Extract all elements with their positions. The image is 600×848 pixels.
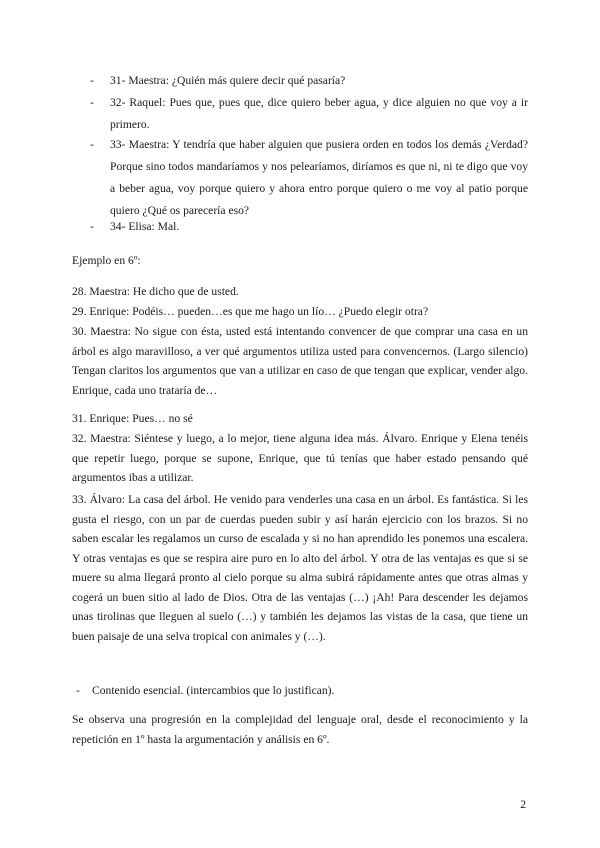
bullet-dash: - (76, 684, 80, 697)
bullet-dash: - (90, 138, 94, 151)
dialogue-text: 33- Maestra: Y tendría que haber alguien que pusiera orden en todos los demás ¿Verdad? Porque sino todos mandaríamos y nos pelearíamos, diríamos es que ni, ni te digo que voy a beber agua, voy porque quiero y ahora entro porque quiero o me voy al patio porque quiero ¿Qué os parecería eso? (110, 138, 528, 217)
page-number: 2 (520, 798, 526, 811)
example-line: 32. Maestra: Siéntese y luego, a lo mejor, tiene alguna idea más. Álvaro. Enrique y Elena tenéis que repetir luego, porque se supone, Enrique, que tú tenías que haber estado pensando qué argumentos ibas a utilizar. (72, 432, 528, 484)
dialogue-text: 31- Maestra: ¿Quién más quiere decir qué pasaría? (110, 74, 346, 87)
essential-content-text: Contenido esencial. (intercambios que lo justifican). (92, 684, 335, 697)
example-line: 29. Enrique: Podéis… pueden…es que me hago un lío… ¿Puedo elegir otra? (72, 305, 429, 318)
conclusion-paragraph: Se observa una progresión en la complejidad del lenguaje oral, desde el reconocimiento y la repetición en 1º hasta la argumentación y análisis en 6º. (72, 713, 528, 746)
dialogue-line (90, 92, 528, 136)
dialogue-text: 34- Elisa: Mal. (110, 220, 180, 233)
example-line: 28. Maestra: He dicho que de usted. (72, 285, 239, 298)
example-line: 30. Maestra: No sigue con ésta, usted está intentando convencer de que comprar una casa en un árbol es algo maravilloso, a ver qué argumentos utiliza usted para convencernos. (Largo silencio) Tengan claritos los argumentos que van a utilizar en caso de que tengan que explicar, vender algo. Enrique, cada uno trataría de… (72, 325, 528, 397)
example-line: 31. Enrique: Pues… no sé (72, 412, 193, 425)
bullet-dash: - (90, 74, 94, 87)
example-line: 33. Álvaro: La casa del árbol. He venido para venderles una casa en un árbol. Es fantástica. Si les gusta el riesgo, con un par de cuerdas pueden subir y así harán ejercicio con los brazos. Si no saben escalar les regalamos un curso de escalada y si no han aprendido les ponemos una escalera. Y otras ventajas es que se respira aire puro en lo alto del árbol. Y otra de las ventajas es que si se muere su alma llegará pronto al cielo porque su alma subirá rápidamente antes que otras almas y cogerá un buen sitio al lado de Dios. Otra de las ventajas (…) ¡Ah! Para descender les dejamos unas tirolinas que lleguen al suelo (…) y también les dejamos las vistas de la casa, que tiene un buen paisaje de una selva tropical con animales y (…). (72, 493, 528, 643)
dialogue-line (90, 216, 528, 238)
dialogue-text: 32- Raquel: Pues que, pues que, dice quiero beber agua, y dice alguien no que voy a ir primero. (110, 96, 528, 131)
dialogue-line (90, 70, 528, 92)
example-heading: Ejemplo en 6º: (72, 254, 141, 267)
dialogue-line (90, 134, 528, 222)
bullet-dash: - (90, 220, 94, 233)
essential-content-item (76, 682, 528, 700)
bullet-dash: - (90, 96, 94, 109)
